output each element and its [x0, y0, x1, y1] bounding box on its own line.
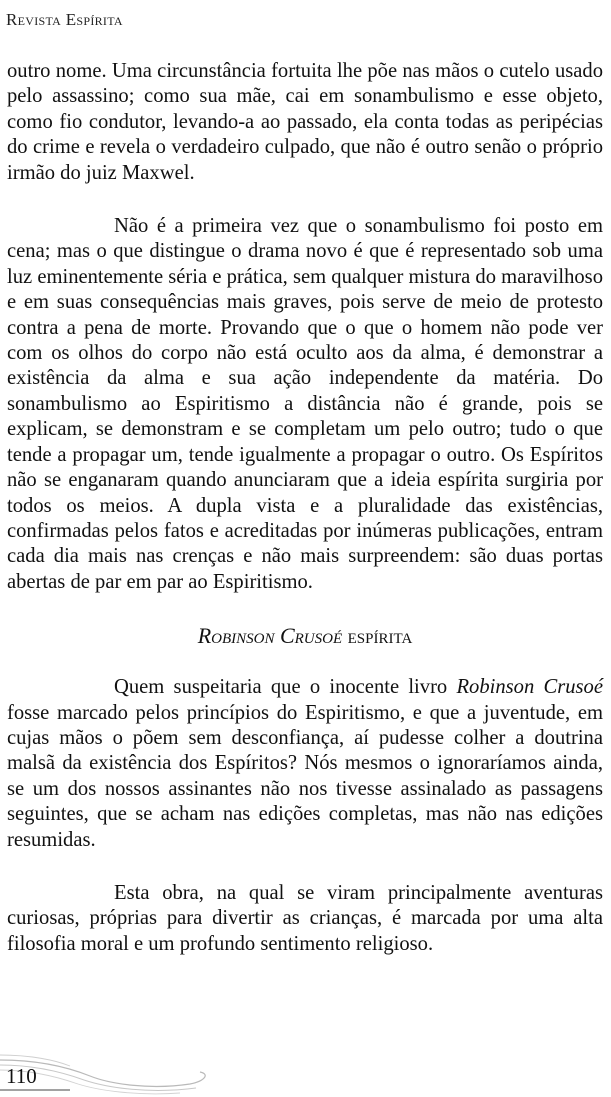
paragraph-3-start: Quem suspeitaria que o inocente livro	[114, 676, 457, 699]
paragraph-4: Esta obra, na qual se viram principalmente aventuras curiosas, próprias para divertir as crianças, é marcada por uma alta filosofia moral e um profundo sentimento religioso.	[7, 881, 603, 955]
paragraph-1: outro nome. Uma circunstância fortuita lhe põe nas mãos o cutelo usado pelo assassino; como sua mãe, cai em sonambulismo e esse objeto, como fio condutor, levando-a ao passado, ela conta todas as peripécias do crime e revela o verdadeiro culpado, que não é outro senão o próprio irmão do juiz Maxwel.	[7, 60, 603, 184]
swirl-ornament-icon	[0, 1046, 260, 1097]
section-title-italic: Robinson Crusoé	[197, 623, 343, 649]
section-title	[7, 623, 603, 649]
page-number: 110	[6, 1064, 37, 1088]
paragraph-2: Não é a primeira vez que o sonambulismo foi posto em cena; mas o que distingue o drama novo é que é representado sob uma luz eminentemente séria e prática, sem qualquer mistura do maravilhoso e em suas consequências mais graves, pois serve de meio de protesto contra a pena de morte. Provando que o que o homem não pode ver com os olhos do corpo não está oculto aos da alma, é demonstrar a existência da alma e sua ação independente da matéria. Do sonambulismo ao Espiritismo a distância não é grande, pois se explicam, se demonstram e se completam um pelo outro; tudo o que tende a propagar um, tende igualmente a propagar o outro. Os Espíritos não se enganaram quando anunciaram que a ideia espírita surgiria por todos os meios. A dupla vista e a pluralidade das existências, confirmadas pelos fatos e acreditadas por inúmeras publicações, entram cada dia mais nas crenças e não mais surpreendem: são duas portas abertas de par em par ao Espiritismo.	[7, 215, 603, 593]
running-header: Revista Espírita	[6, 10, 123, 29]
book-title-italic: Robinson Crusoé	[456, 676, 603, 699]
paragraph-3-rest: fosse marcado pelos princípios do Espiritismo, e que a juventude, em cujas mãos o põem sem desconfiança, aí pudesse colher a doutrina malsã da existência dos Espíritos? Nós mesmos o ignoraríamos ainda, se um dos nossos assinantes não nos tivesse assinalado as passagens seguintes, que se acham nas edições completas, mas não nas edições resumidas.	[7, 701, 603, 851]
section-title-rest: espírita	[342, 623, 413, 649]
page-body	[7, 59, 603, 957]
footer-ornament	[0, 1046, 260, 1097]
paragraph-3	[7, 675, 603, 853]
